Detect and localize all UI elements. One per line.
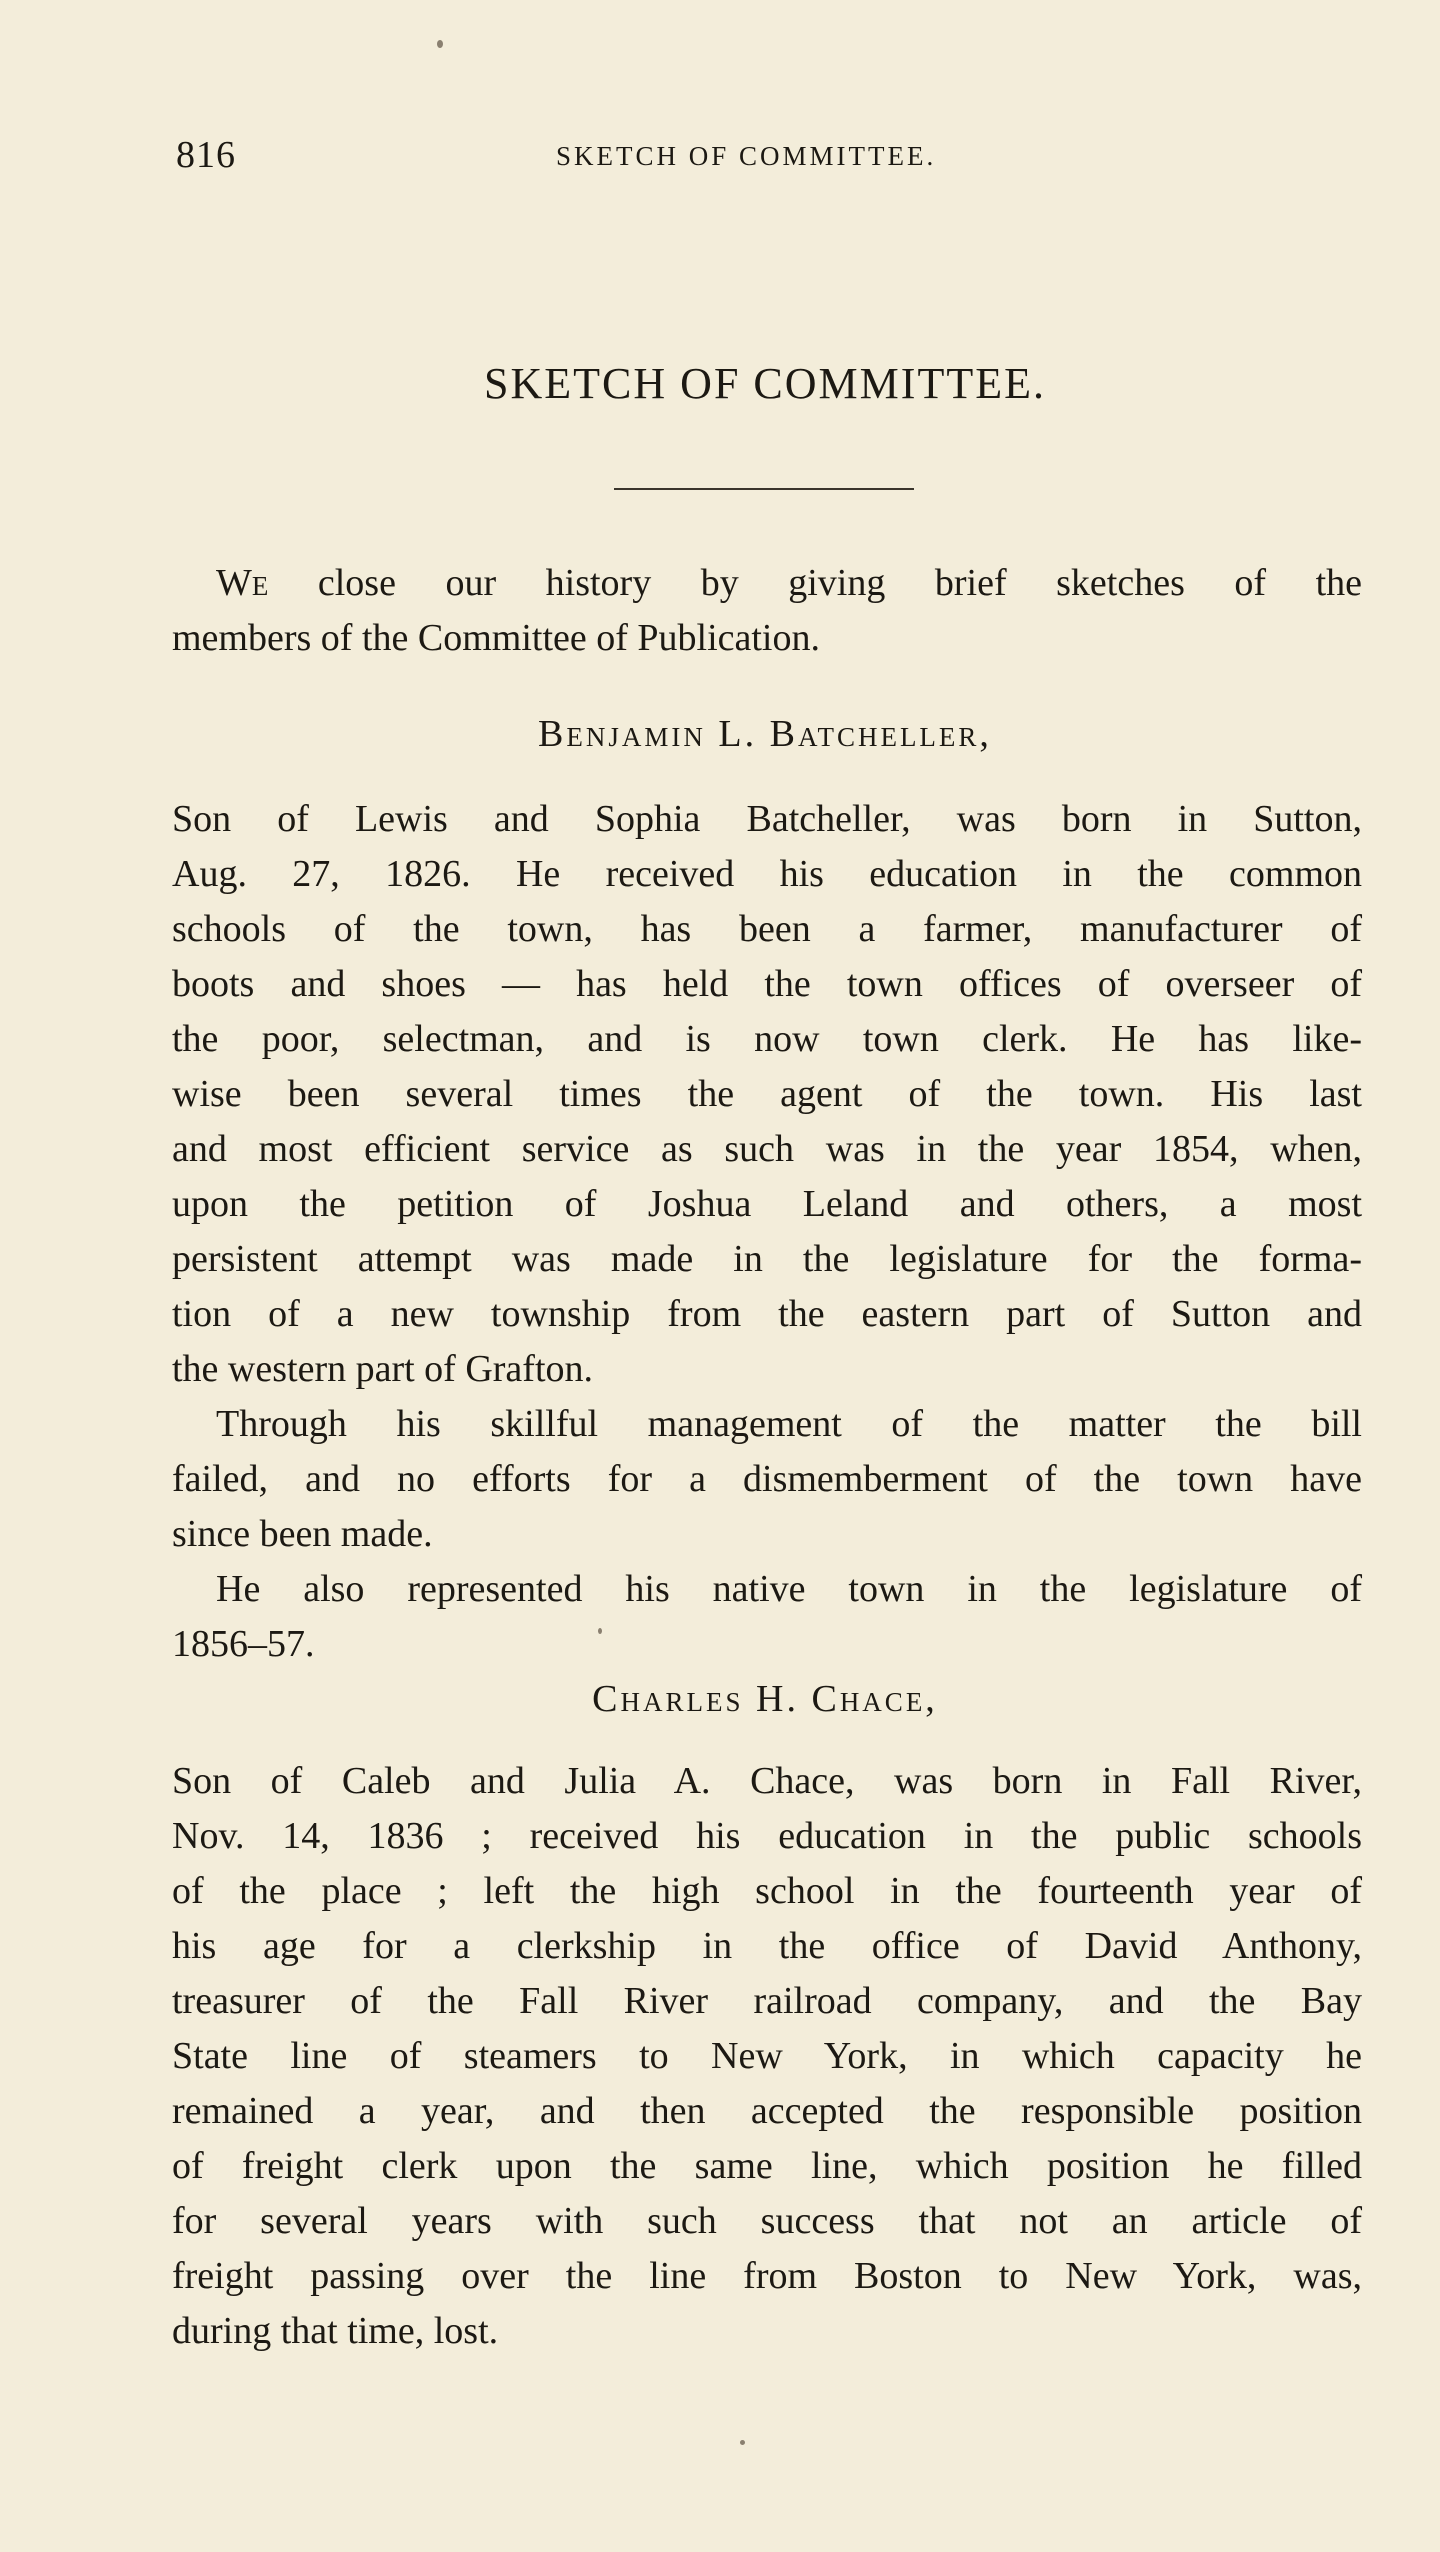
bio-line: boots and shoes — has held the town offices of overseer of xyxy=(172,963,1362,1005)
bio-line: treasurer of the Fall River railroad company, and the Bay xyxy=(172,1980,1362,2022)
bio-line: wise been several times the agent of the town. His last xyxy=(172,1073,1362,1115)
bio-line: He also represented his native town in the legislature of xyxy=(216,1568,1362,1610)
bio-line: tion of a new township from the eastern part of Sutton and xyxy=(172,1293,1362,1335)
bio-line: 1856–57. xyxy=(172,1623,315,1665)
bio-line: upon the petition of Joshua Leland and others, a most xyxy=(172,1183,1362,1225)
bio-line: of the place ; left the high school in the fourteenth year of xyxy=(172,1870,1362,1912)
bio-line: since been made. xyxy=(172,1513,433,1555)
bio-line: remained a year, and then accepted the responsible position xyxy=(172,2090,1362,2132)
bio-line: Son of Lewis and Sophia Batcheller, was born in Sutton, xyxy=(172,798,1362,840)
person-heading-batcheller: Benjamin L. Batcheller, xyxy=(538,713,992,755)
title-rule xyxy=(614,488,914,490)
bio-line: Nov. 14, 1836 ; received his education in the public schools xyxy=(172,1815,1362,1857)
bio-line: Son of Caleb and Julia A. Chace, was born in Fall River, xyxy=(172,1760,1362,1802)
bio-line: freight passing over the line from Boston to New York, was, xyxy=(172,2255,1362,2297)
bio-line: and most efficient service as such was in the year 1854, when, xyxy=(172,1128,1362,1170)
bio-line: of freight clerk upon the same line, which position he filled xyxy=(172,2145,1362,2187)
chace-paragraph xyxy=(172,1754,1362,2359)
bio-line: failed, and no efforts for a dismemberment of the town have xyxy=(172,1458,1362,1500)
ink-speck xyxy=(740,2440,745,2445)
bio-line: Through his skillful management of the matter the bill xyxy=(216,1403,1362,1445)
intro-line: members of the Committee of Publication. xyxy=(172,617,820,659)
ink-speck xyxy=(437,40,443,48)
intro-line: We close our history by giving brief sketches of the xyxy=(216,562,1362,604)
bio-line: State line of steamers to New York, in which capacity he xyxy=(172,2035,1362,2077)
intro-initial-word: We xyxy=(216,562,269,604)
batcheller-paragraph xyxy=(172,792,1362,1672)
bio-line: for several years with such success that not an article of xyxy=(172,2200,1362,2242)
bio-line: the western part of Grafton. xyxy=(172,1348,594,1390)
bio-line: persistent attempt was made in the legislature for the forma- xyxy=(172,1238,1362,1280)
section-title: SKETCH OF COMMITTEE. xyxy=(484,359,1046,408)
bio-line: the poor, selectman, and is now town clerk. He has like- xyxy=(172,1018,1362,1060)
bio-line: during that time, lost. xyxy=(172,2310,499,2352)
person-heading-chace: Charles H. Chace, xyxy=(592,1678,938,1720)
bio-line: his age for a clerkship in the office of David Anthony, xyxy=(172,1925,1362,1967)
bio-line: Aug. 27, 1826. He received his education in the common xyxy=(172,853,1362,895)
intro-paragraph xyxy=(172,556,1362,666)
page-number: 816 xyxy=(176,134,236,176)
bio-line: schools of the town, has been a farmer, manufacturer of xyxy=(172,908,1362,950)
running-title: SKETCH OF COMMITTEE. xyxy=(556,141,937,171)
running-head xyxy=(176,133,1356,183)
